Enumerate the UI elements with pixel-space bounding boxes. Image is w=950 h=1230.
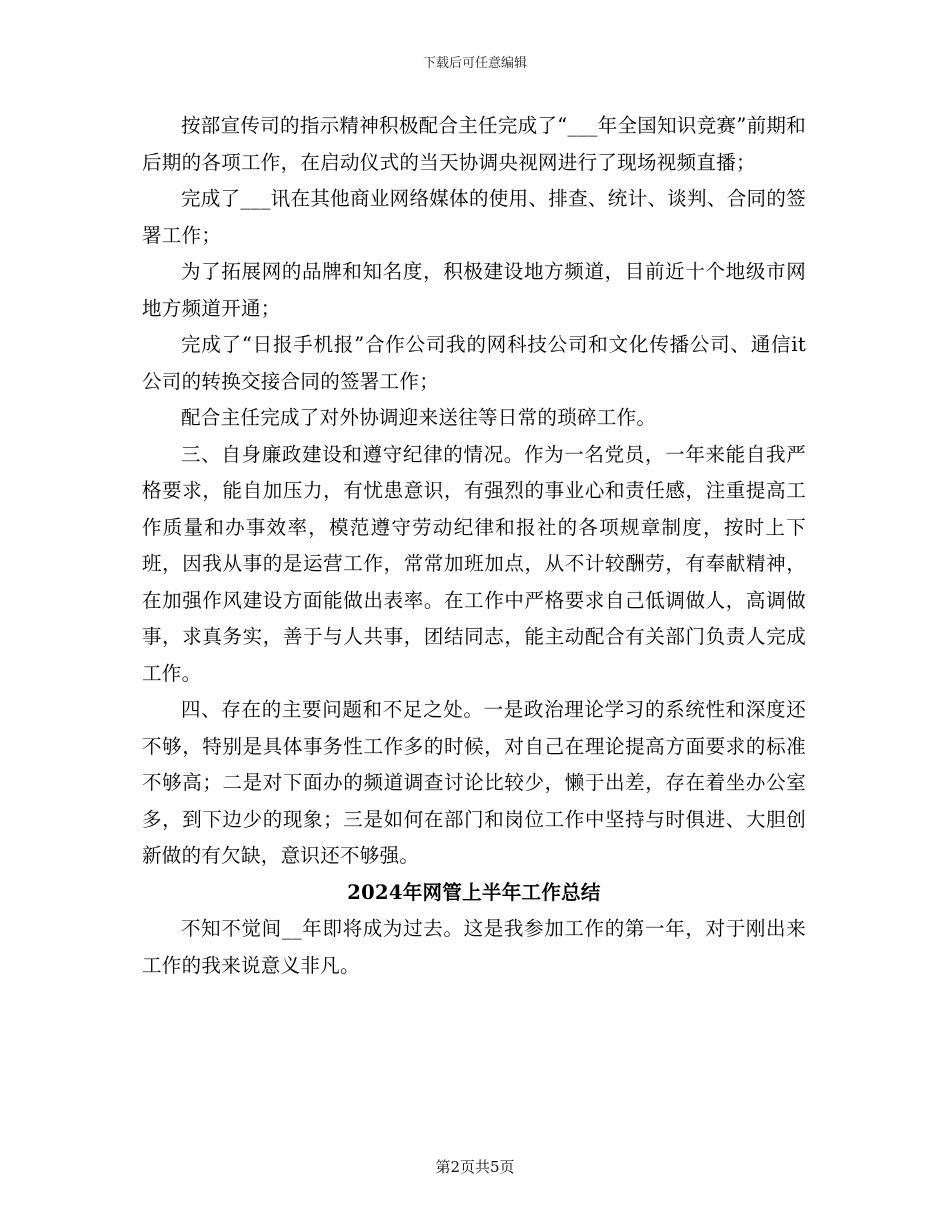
paragraph-3: 为了拓展网的品牌和知名度，积极建设地方频道，目前近十个地级市网地方频道开通；	[142, 260, 806, 320]
page-number: 第2页共5页	[435, 1158, 515, 1176]
closing-paragraph: 不知不觉间__年即将成为过去。这是我参加工作的第一年，对于刚出来工作的我来说意义非凡。	[142, 917, 806, 977]
paragraph-1: 按部宣传司的指示精神积极配合主任完成了“___年全国知识竞赛”前期和后期的各项工作，在启动仪式的当天协调央视网进行了现场视频直播；	[142, 114, 806, 174]
section-title: 2024年网管上半年工作总结	[347, 880, 601, 904]
paragraph-4: 完成了“日报手机报”合作公司我的网科技公司和文化传播公司、通信it公司的转换交接合同的签署工作；	[142, 333, 806, 393]
paragraph-5: 配合主任完成了对外协调迎来送往等日常的琐碎工作。	[181, 406, 657, 429]
paragraph-2: 完成了___讯在其他商业网络媒体的使用、排查、统计、谈判、合同的签署工作；	[142, 187, 806, 247]
paragraph-7: 四、存在的主要问题和不足之处。一是政治理论学习的系统性和深度还不够，特别是具体事务性工作多的时候，对自己在理论提高方面要求的标准不够高；二是对下面办的频道调查讨论比较少，懒于出差，存在着坐办公室多，到下边少的现象；三是如何在部门和岗位工作中坚持与时俱进、大胆创新做的有欠缺，意识还不够强。	[142, 698, 806, 867]
document-body	[142, 108, 806, 984]
paragraph-6: 三、自身廉政建设和遵守纪律的情况。作为一名党员，一年来能自我严格要求，能自加压力，有忧患意识，有强烈的事业心和责任感，注重提高工作质量和办事效率，模范遵守劳动纪律和报社的各项规章制度，按时上下班，因我从事的是运营工作，常常加班加点，从不计较酬劳，有奉献精神，在加强作风建设方面能做出表率。在工作中严格要求自己低调做人，高调做事，求真务实，善于与人共事，团结同志，能主动配合有关部门负责人完成工作。	[142, 442, 806, 685]
page-header: 下载后可任意编辑	[422, 56, 527, 71]
